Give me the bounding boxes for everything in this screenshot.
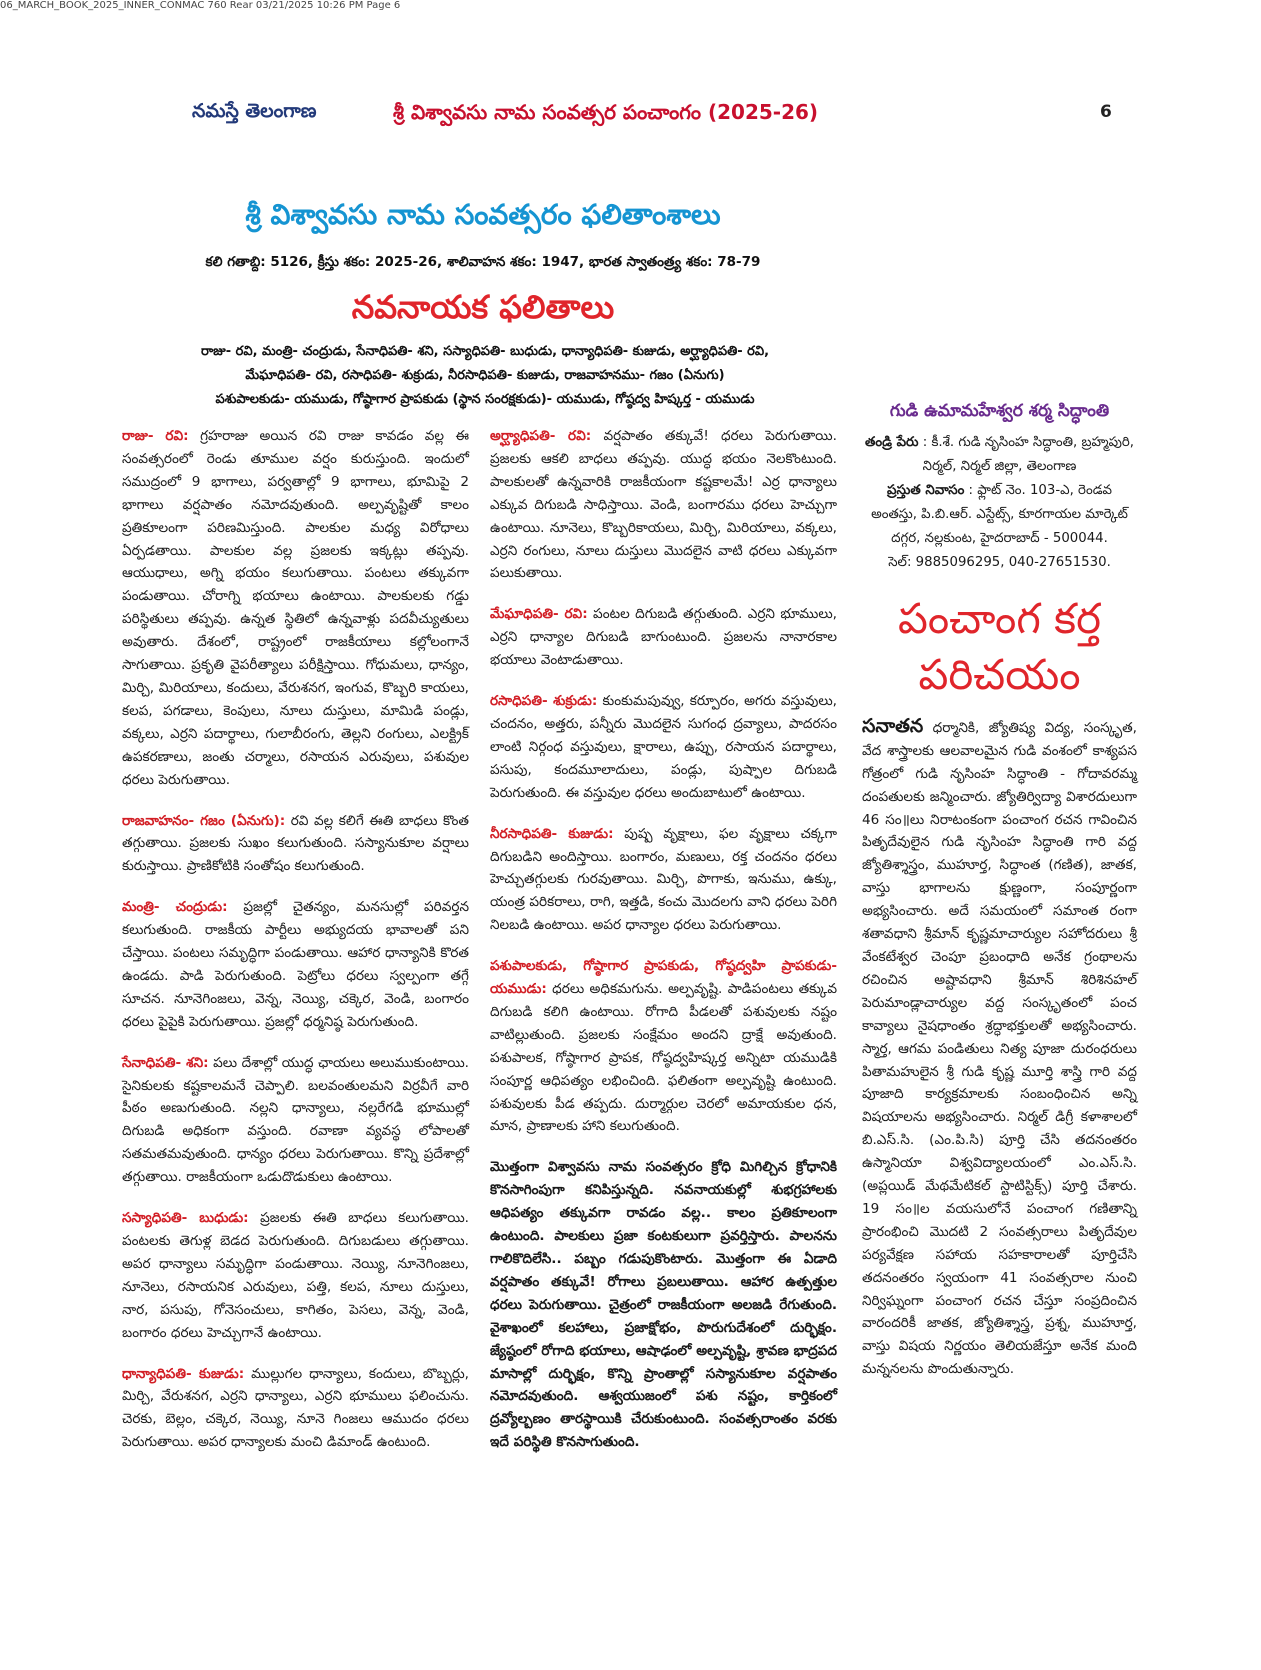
prediction-text: ధరలు అధికమగును. అల్పవృష్టి. పాడిపంటలు తక్కువ దిగుబడి కలిగి ఉంటాయి. రోగాది పీడలతో పశువులకు నష్టం వాటిల్లుతుంది. ప్రజలకు సంక్షేమం అందని ద్రాక్షే అవుతుంది. పశుపాలక, గోష్ఠాగార ప్రాపక, గోష్ఠద్వహిష్కర్త అన్నిటా యముడికి సంపూర్ణ ఆధిపత్యం లభించింది. ఫలితంగా అల్పవృష్టి ఉంటుంది. పశువులకు పీడ తప్పదు. దుర్మార్గుల చెరలో అమాయకుల ధన, మాన, ప్రాణాలకు హాని కలుగుతుంది. bbox=[490, 981, 837, 1135]
prediction-mantri bbox=[122, 896, 469, 1033]
father-label: తండ్రి పేరు bbox=[865, 434, 919, 450]
prediction-meghadhipati bbox=[490, 603, 837, 672]
residence-label: ప్రస్తుత నివాసం bbox=[887, 482, 965, 498]
prediction-text: పుష్ప వృక్షాలు, ఫల వృక్షాలు చక్కగా దిగుబడిని అందిస్తాయి. బంగారం, మణులు, రక్త చందనం ధరలు హెచ్చుతగ్గులకు గురవుతాయి. మిర్చి, పొగాకు, ఇనుము, ఉక్కు, యంత్ర పరికరాలు, రాగి, ఇత్తడి, కంచు మొదలగు వాని ధరలు పెరిగి నిలబడి ఉంటాయి. అపర ధాన్యాల ధరలు పెరుగుతాయి. bbox=[490, 825, 837, 934]
prediction-arghyadhipati bbox=[490, 425, 837, 585]
prediction-neerasadhipati bbox=[490, 823, 837, 938]
biography bbox=[862, 715, 1137, 1381]
phone-info: సెల్: 9885096295, 040-27651530. bbox=[888, 554, 1111, 570]
prediction-heading: సేనాధిపతి- శని: bbox=[122, 1054, 209, 1071]
bio-lead-word: సనాతన bbox=[862, 714, 924, 737]
father-value: : కీ.శే. గుడి నృసింహ సిద్ధాంతి, బ్రహ్మపురి, నిర్మల్, నిర్మల్ జిల్లా, తెలంగాణ bbox=[918, 434, 1134, 474]
prediction-raju bbox=[122, 425, 469, 792]
astrologer-name: గుడి ఉమామహేశ్వర శర్మ సిద్ధాంతి bbox=[889, 401, 1110, 421]
prediction-text: ప్రజలకు ఈతి బాధలు కలుగుతాయి. పంటలకు తెగుళ్ల బెడద పెరుగుతుంది. దిగుబడులు తగ్గుతాయి. అపర ధాన్యాలు సమృద్ధిగా పండుతాయి. నెయ్యి, నూనెగింజలు, నూనెలు, రసాయనిక ఎరువులు, పత్తి, కలప, నూలు దుస్తులు, నార, పసుపు, గోనెసంచులు, కాగితం, పెసలు, వెన్న, వెండి, బంగారం ధరలు హెచ్చుగానే ఉంటాయి. bbox=[122, 1210, 470, 1341]
column-left bbox=[122, 425, 469, 1472]
father-info bbox=[862, 431, 1137, 479]
residence-info bbox=[862, 479, 1137, 551]
page-number: 6 bbox=[1100, 102, 1112, 122]
prediction-text: గ్రహరాజు అయిన రవి రాజు కావడం వల్ల ఈ సంవత్సరంలో రెండు తూముల వర్షం కురుస్తుంది. ఇందులో సముద్రంలో 9 భాగాలు, పర్వతాల్లో 9 భాగాలు, భూమిపై 2 భాగాలు వర్షపాతం నమోదవుతుంది. అల్పవృష్టితో కాలం ప్రతికూలంగా పరిణమిస్తుంది. పాలకుల మధ్య విరోధాలు ఏర్పడతాయి. పాలకుల వల్ల ప్రజలకు ఇక్కట్లు తప్పవు. ఆయుధాలు, అగ్ని భయం కలుగుతాయి. పంటలు తక్కువగా పండుతాయి. చోరాగ్ని భయాలు ఉంటాయి. పాలకులకు గడ్డు పరిస్థితులు తప్పవు. ఉన్నత స్థితిలో ఉన్నవాళ్లు పదవీచ్యుతులు అవుతారు. దేశంలో, రాష్ట్రంలో రాజకీయాలు కల్లోలంగానే సాగుతాయి. ప్రకృతి వైపరీత్యాలు పరీక్షిస్తాయి. గోధుమలు, ధాన్యం, మిర్చి, మిరియాలు, కందులు, వేరుశనగ, ఇంగువ, కొబ్బరి కాయలు, కలప, పగడాలు, కెంపులు, నూలు దుస్తులు, మామిడి పండ్లు, వక్కలు, ఎర్రని పదార్థాలు, గులాబీరంగు, తెల్లని రంగులు, ఎలక్ట్రిక్ ఉపకరణాలు, జంతు చర్మాలు, రసాయన ఎరువులు, పశువుల ధరలు పెరుగుతాయి. bbox=[122, 428, 469, 788]
residence-value: : ఫ్లాట్ నెం. 103-ఎ, రెండవ అంతస్తు, పి.బి.ఆర్. ఎస్టేట్స్, కూరగాయల మార్కెట్ దగ్గర, నల్లకుంట, హైదరాబాద్ - 500044. bbox=[871, 482, 1128, 546]
section-subtitle: నవనాయక ఫలితాలు bbox=[351, 288, 615, 326]
prediction-text: వర్షపాతం తక్కువే! ధరలు పెరుగుతాయి. ప్రజలకు ఆకలి బాధలు తప్పవు. యుద్ధ భయం నెలకొంటుంది. పాలకులతో ఉన్నవారికి రాజకీయంగా కష్టకాలమే! ఎర్ర ధాన్యాలు ఎక్కువ దిగుబడి సాధిస్తాయి. వెండి, బంగారము ధరలు హెచ్చుగా ఉంటాయి. నూనెలు, కొబ్బరికాయలు, మిర్చి, మిరియాలు, వక్కలు, ఎర్రని రంగులు, నూలు దుస్తులు మొదలైన వాటి ధరలు ఎక్కువగా పలుకుతాయి. bbox=[490, 428, 837, 582]
prediction-text: ప్రజల్లో చైతన్యం, మనసుల్లో పరివర్తన కలుగుతుంది. రాజకీయ పార్టీలు అభ్యుదయ భావాలతో పని చేస్తాయి. పంటలు సమృద్ధిగా పండుతాయి. ఆహార ధాన్యానికి కొరత ఉండదు. పాడి పెరుగుతుంది. పెట్రోలు ధరలు స్వల్పంగా తగ్గే సూచన. నూనెగింజలు, వెన్న, నెయ్యి, చక్కెర, వెండి, బంగారం ధరలు పైపైకి పెరుగుతాయి. ప్రజల్లో ధర్మనిష్ఠ పెరుగుతుంది. bbox=[122, 899, 469, 1030]
prediction-pashupalakudu bbox=[490, 955, 837, 1138]
lords-line: మేఘాధిపతి- రవి, రసాధిపతి- శుక్రుడు, నీరసాధిపతి- కుజుడు, రాజవాహనము- గజం (ఏనుగు) bbox=[245, 368, 725, 383]
intro-title-line: పంచాంగ కర్త bbox=[898, 593, 1101, 643]
prediction-heading: రసాధిపతి- శుక్రుడు: bbox=[490, 693, 598, 710]
newspaper-brand: నమస్తే తెలంగాణ bbox=[192, 100, 317, 122]
year-summary: మొత్తంగా విశ్వావసు నామ సంవత్సరం క్రోధి మిగిల్చిన క్రోధానికి కొనసాగింపుగా కనిపిస్తున్నది. నవనాయకుల్లో శుభగ్రహాలకు ఆధిపత్యం తక్కువగా రావడం వల్ల.. కాలం ప్రతికూలంగా ఉంటుంది. పాలకులు ప్రజా కంటకులుగా ప్రవర్తిస్తారు. పాలనను గాలికొదిలేసి.. పబ్బం గడుపుకొంటారు. మొత్తంగా ఈ ఏడాది వర్షపాతం తక్కువే! రోగాలు ప్రబలుతాయి. ఆహార ఉత్పత్తుల ధరలు పెరుగుతాయి. చైత్రంలో రాజకీయంగా అలజడి రేగుతుంది. వైశాఖంలో కలహాలు, ప్రజాక్షోభం, పొరుగుదేశంలో దుర్భిక్షం. జ్యేష్ఠంలో రోగాది భయాలు, ఆషాఢంలో అల్పవృష్టి, శ్రావణ భాద్రపద మాసాల్లో దుర్భిక్షం, కొన్ని ప్రాంతాల్లో సస్యానుకూల వర్షపాతం నమోదవుతుంది. ఆశ్వయుజంలో పశు నష్టం, కార్తికంలో ద్రవ్యోల్బణం తారస్థాయికి చేరుకుంటుంది. సంవత్సరాంతం వరకు ఇదే పరిస్థితి కొనసాగుతుంది. bbox=[490, 1159, 837, 1451]
prediction-rajavahanam bbox=[122, 810, 469, 879]
prediction-text: రవి వల్ల కలిగే ఈతి బాధలు కొంత తగ్గుతాయి. ప్రజలకు సుఖం కలుగుతుంది. సస్యానుకూల వర్షాలు కురుస్తాయి. ప్రాణికోటికి సంతోషం కలుగుతుంది. bbox=[122, 812, 470, 875]
prediction-text: పంటల దిగుబడి తగ్గుతుంది. ఎర్రని భూములు, ఎర్రని ధాన్యాల దిగుబడి బాగుంటుంది. ప్రజలను నానారకాల భయాలు వెంటాడుతాయి. bbox=[490, 606, 837, 669]
prediction-heading: అర్ఘ్యాధిపతి- రవి: bbox=[490, 428, 592, 444]
header-title: శ్రీ విశ్వావసు నామ సంవత్సర పంచాంగం (2025-26) bbox=[393, 100, 819, 124]
prediction-heading: మంత్రి- చంద్రుడు: bbox=[122, 899, 228, 916]
prediction-senadhipati bbox=[122, 1052, 469, 1189]
era-line: కలి గతాబ్ది: 5126, క్రీస్తు శకం: 2025-26, శాలివాహన శకం: 1947, భారత స్వాతంత్ర్య శకం: 78-79 bbox=[205, 254, 761, 270]
lords-line: పశుపాలకుడు- యముడు, గోష్ఠాగార ప్రాపకుడు (స్థాన సంరక్షకుడు)- యముడు, గోష్ఠద్వ హిష్కర్త - యముడు bbox=[215, 392, 755, 407]
column-middle bbox=[490, 425, 837, 1472]
prediction-heading: ధాన్యాధిపతి- కుజుడు: bbox=[122, 1365, 245, 1382]
prediction-heading: రాజవాహనం- గజం (ఏనుగు): bbox=[122, 812, 286, 829]
prediction-heading: పశుపాలకుడు, గోష్ఠాగార ప్రాపకుడు, గోష్ఠద్వహి ప్రాపకుడు- యముడు: bbox=[490, 958, 837, 998]
prediction-heading: నీరసాధిపతి- కుజుడు: bbox=[490, 825, 614, 842]
running-header bbox=[0, 100, 1261, 130]
bio-text: ధర్మానికి, జ్యోతిష్య విద్య, సంస్కృత, వేద శాస్త్రాలకు ఆలవాలమైన గుడి వంశంలో కాశ్యపస గోత్రంలో గుడి నృసింహ సిద్ధాంతి - గోదావరమ్మ దంపతులకు జన్మించారు. జ్యోతిర్విద్యా విశారదులుగా 46 సం॥లు నిరాటంకంగా పంచాంగ రచన గావించిన పితృదేవులైన గుడి నృసింహ సిద్ధాంతి గారి వద్ద జ్యోతిశ్శాస్త్రం, ముహూర్త, సిద్ధాంత (గణిత), జాతక, వాస్తు భాగాలను క్షుణ్ణంగా, సంపూర్ణంగా అభ్యసించారు. అదే సమయంలో సమాంత రంగా శతావధాని శ్రీమాన్ కృష్ణమాచార్యుల సహోదరులు శ్రీ వేంకటేశ్వర చెంపూ ప్రబంధాది అనేక గ్రంథాలను రచించిన అష్టావధాని శ్రీమాన్ శిరిశినహల్ పెరుమాండ్లాచార్యుల వద్ద సంస్కృతంలో పంచ కావ్యాలు నైషధాంతం శ్రద్ధాభక్తులతో అభ్యసించారు. స్మార్త, ఆగమ పండితులు నిత్య పూజా దురంధరులు పితామహులైన శ్రీ గుడి కృష్ణ మూర్తి శాస్త్రి గారి వద్ద పూజాది కార్యక్రమాలకు సంబంధించిన అన్ని విషయాలను అభ్యసించారు. నిర్మల్ డిగ్రీ కళాశాలలో బి.ఎస్.సి. (ఎం.పి.సి) పూర్తి చేసి తదనంతరం ఉస్మానియా విశ్వవిద్యాలయంలో ఎం.ఎస్.సి. (అప్లయిడ్ మేథమేటికల్ స్టాటిస్టిక్స్) పూర్తి చేశారు. 19 సం॥ల వయసులోనే పంచాంగ గణితాన్ని ప్రారంభించి మొదటి 2 సంవత్సరాలు పితృదేవుల పర్యవేక్షణ సహాయ సహకారాలతో పూర్తిచేసి తదనంతరం స్వయంగా 41 సంవత్సరాల నుంచి నిర్విఘ్నంగా పంచాంగ రచన చేస్తూ సంప్రదించిన వారందరికీ జాతక, జ్యోతిశ్శాస్త్ర, ప్రశ్న, ముహూర్త, వాస్తు విషయ నిర్ణయం తెలియజేస్తూ అనేక మంది మన్ననలను పొందుతున్నారు. bbox=[862, 719, 1137, 1378]
prediction-text: ముల్లుగల ధాన్యాలు, కందులు, బొబ్బర్లు, మిర్చి, వేరుశనగ, ఎర్రని ధాన్యాలు, ఎర్రని భూములు ఫలించును. చెరకు, బెల్లం, చక్కెర, నెయ్యి, నూనె గింజలు ఆముదం ధరలు పెరుగుతాయి. అపర ధాన్యాలకు మంచి డిమాండ్ ఉంటుంది. bbox=[122, 1365, 469, 1451]
prediction-heading: మేఘాధిపతి- రవి: bbox=[490, 606, 588, 623]
prediction-heading: రాజు- రవి: bbox=[122, 428, 189, 444]
lords-line: రాజు- రవి, మంత్రి- చంద్రుడు, సేనాధిపతి- శని, సస్యాధిపతి- బుధుడు, ధాన్యాధిపతి- కుజుడు, అర్ఘ్యాధిపతి- రవి, bbox=[200, 344, 770, 359]
prediction-sasyadhipati bbox=[122, 1207, 469, 1344]
prediction-heading: సస్యాధిపతి- బుధుడు: bbox=[122, 1210, 249, 1227]
column-right bbox=[862, 400, 1137, 1381]
main-title: శ్రీ విశ్వావసు నామ సంవత్సరం ఫలితాంశాలు bbox=[245, 198, 721, 231]
prediction-text: కుంకుమపువ్వు, కర్పూరం, అగరు వస్తువులు, చందనం, అత్తరు, పన్నీరు మొదలైన సుగంధ ద్రవ్యాలు, పాదరసం లాంటి నిర్గంధ వస్తువులు, క్షారాలు, ఉప్పు, రసాయన పదార్థాలు, పసుపు, కందమూలాదులు, పండ్లు, పుష్పాల దిగుబడి పెరుగుతుంది. ఈ వస్తువుల ధరలు అందుబాటులో ఉంటాయి. bbox=[490, 693, 837, 801]
intro-title-line: పరిచయం bbox=[918, 649, 1081, 699]
intro-title bbox=[862, 591, 1137, 703]
prediction-text: పలు దేశాల్లో యుద్ధ ఛాయలు అలుముకుంటాయి. సైనికులకు కష్టకాలమనే చెప్పాలి. బలవంతులమని విర్రవీగే వారి పీఠం అణుగుతుంది. నల్లని ధాన్యాలు, నల్లరేగడి భూముల్లో దిగుబడి అధికంగా వస్తుంది. రవాణా వ్యవస్థ లోపాలతో సతమతమవుతుంది. ధాన్యం ధరలు పెరుగుతాయి. కొన్ని ప్రదేశాల్లో తగ్గుతాయి. రాజకీయంగా ఒడుదొడుకులు ఉంటాయి. bbox=[122, 1054, 469, 1186]
prediction-dhanyadhipati bbox=[122, 1363, 469, 1455]
lords-list bbox=[150, 340, 820, 412]
prediction-rasadhipati bbox=[490, 690, 837, 805]
print-slug: 06_MARCH_BOOK_2025_INNER_CONMAC 760 Rear 03/21/2025 10:26 PM Page 6 bbox=[0, 0, 401, 11]
